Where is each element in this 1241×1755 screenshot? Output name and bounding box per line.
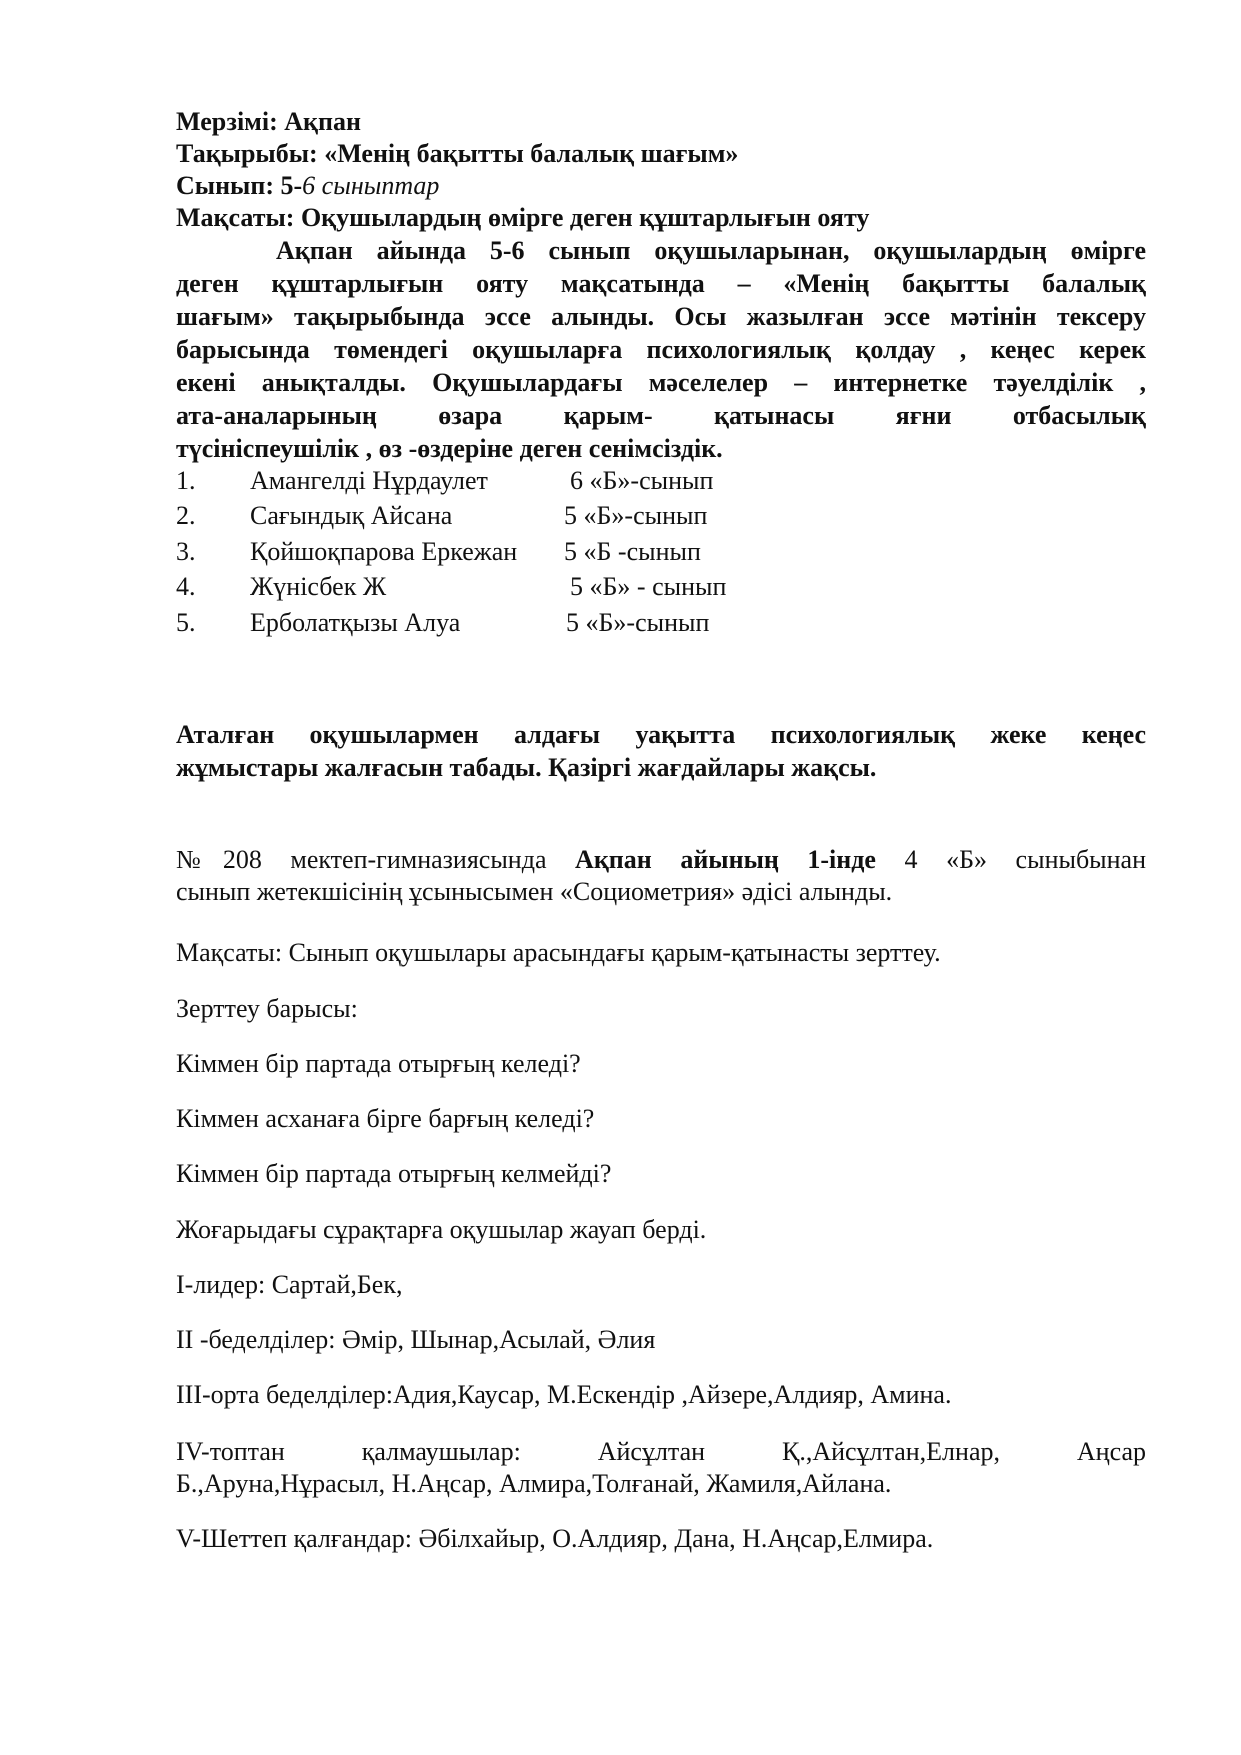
item-number: 1. [176,466,196,495]
student-class: 5 «Б»-сынып [564,501,708,530]
student-name: Амангелді Нұрдаулет [250,466,488,495]
item-number: 5. [176,608,196,637]
group-mid-authoritative: ІІІ-орта беделділер:Адия,Каусар, М.Ескендір ,Айзере,Алдияр, Амина. [176,1380,952,1409]
sociometry-date: Ақпан айының 1-інде [575,845,876,874]
answered-note: Жоғарыдағы сұрақтарға оқушылар жауап берді. [176,1215,707,1244]
sociometry-school: №208 мектеп-гимназиясында [176,845,547,874]
group-authoritative: ІІ -беделділер: Әмір, Шынар,Асылай, Әлия [176,1325,656,1354]
question: Кіммен асханаға бірге барғың келеді? [176,1104,595,1133]
goal-line [176,202,869,234]
question: Кіммен бір партада отырғың келмейді? [176,1159,612,1188]
sociometry-class: 4 «Б» сыныбынан [904,845,1146,874]
goal-value: Оқушылардың өмірге деген құштарлығын ояту [300,203,870,232]
intro-line: Ақпан айында 5-6 сынып оқушыларынан, оқушылардың өмірге [276,236,1146,265]
group-isolated: V-Шеттеп қалғандар: Әбілхайыр, О.Алдияр, Дана, Н.Аңсар,Елмира. [176,1524,934,1553]
sociometry-goal: Мақсаты: Сынып оқушылары арасындағы қарым-қатынасты зерттеу. [176,938,941,967]
intro-line: деген құштарлығын ояту мақсатында – «Менің бақытты балалық [176,269,1146,298]
item-number: 2. [176,501,196,530]
group-included: ІV-топтан қалмаушылар: Айсұлтан Қ.,Айсұлтан,Елнар, Аңсар [176,1437,1146,1466]
term-value: Ақпан [284,107,361,136]
term-label: Мерзімі: [176,107,278,136]
topic-value: «Менің бақытты балалық шағым» [324,139,739,168]
student-class: 5 «Б»-сынып [566,608,710,637]
sociometry-intro-line-2: сынып жетекшісінің ұсынысымен «Социометрия» әдісі алынды. [176,877,893,906]
class-label: Сынып: [176,171,274,200]
student-class: 6 «Б»-сынып [570,466,714,495]
intro-line: шағым» тақырыбында эссе алынды. Осы жазылған эссе мәтінін тексеру [176,302,1146,331]
group-included-cont: Б.,Аруна,Нұрасыл, Н.Аңсар, Алмира,Толғанай, Жамиля,Айлана. [176,1469,892,1498]
intro-line: ата-аналарының өзара қарым- қатынасы яғни отбасылық [176,401,1146,430]
student-name: Сағындық Айсана [250,501,453,530]
student-name: Жүнісбек Ж [250,572,387,601]
conclusion-line: жұмыстары жалғасын табады. Қазіргі жағдайлары жақсы. [176,753,877,782]
conclusion-line: Аталған оқушылармен алдағы уақытта психологиялық жеке кеңес [176,720,1146,749]
student-class: 5 «Б» - сынып [570,572,727,601]
intro-line: барысында төмендегі оқушыларға психологиялық қолдау , кеңес керек [176,335,1146,364]
question: Кіммен бір партада отырғың келеді? [176,1049,581,1078]
student-name: Ерболатқызы Алуа [250,608,461,637]
goal-label: Мақсаты: [176,203,295,232]
group-leaders: І-лидер: Сартай,Бек, [176,1270,403,1299]
class-value-italic: 6 сыныптар [302,171,440,200]
sociometry-intro-line [176,843,1146,876]
student-class: 5 «Б -сынып [564,537,701,566]
intro-line: екені анықталды. Оқушылардағы мәселелер – интернетке тәуелділік , [176,368,1146,397]
process-label: Зерттеу барысы: [176,994,358,1023]
topic-line [176,138,738,170]
item-number: 3. [176,537,196,566]
topic-label: Тақырыбы: [176,139,318,168]
intro-line: түсініспеушілік , өз -өздеріне деген сенімсіздік. [176,434,723,463]
class-line [176,170,439,202]
class-value-bold: 5- [280,171,303,200]
item-number: 4. [176,572,196,601]
student-name: Қойшоқпарова Еркежан [250,537,518,566]
term-line [176,106,361,138]
